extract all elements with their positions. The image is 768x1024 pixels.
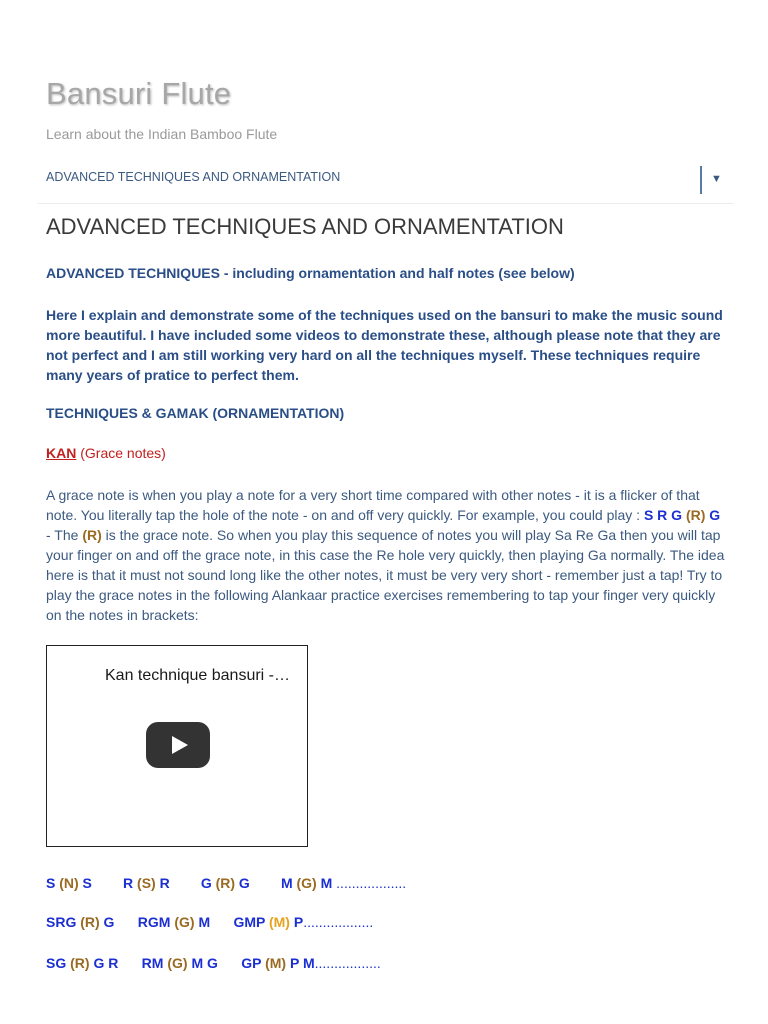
example-notes-2: G — [705, 507, 721, 523]
body-text-part1: A grace note is when you play a note for a very short time compared with other notes - it is a flicker of that note. You literally tap the hole of the note - on and off very quickly. For example, you could play : — [46, 487, 700, 523]
exercise-segment: G R RM — [89, 955, 168, 971]
exercise-segment: (R) — [70, 955, 90, 971]
body-text-part2: - The — [46, 527, 83, 543]
kan-link[interactable]: KAN — [46, 445, 77, 461]
exercise-segment: P M — [286, 955, 315, 971]
play-icon[interactable] — [146, 722, 210, 768]
exercise-segment: G M — [235, 875, 297, 891]
exercise-segment: M — [316, 875, 337, 891]
exercise-segment: G RGM — [99, 914, 175, 930]
nav-item-advanced-techniques[interactable]: ADVANCED TECHNIQUES AND ORNAMENTATION — [46, 170, 341, 184]
example-notes-1: S R G — [643, 507, 686, 523]
exercise-segment: (S) — [137, 875, 156, 891]
exercise-segment: (G) — [296, 875, 317, 891]
grace-note-reference: (R) — [82, 527, 102, 543]
header-divider — [38, 203, 734, 204]
page-title: ADVANCED TECHNIQUES AND ORNAMENTATION — [46, 214, 564, 239]
exercise-segment: P — [289, 914, 304, 930]
exercise-segment: S — [46, 875, 60, 891]
section-heading: TECHNIQUES & GAMAK (ORNAMENTATION) — [46, 405, 345, 421]
exercise-segment: (G) — [174, 914, 195, 930]
exercise-segment: ................. — [314, 955, 381, 971]
page-subtitle: ADVANCED TECHNIQUES - including ornamentation and half notes (see below) — [46, 265, 575, 281]
exercise-segment: (G) — [167, 955, 188, 971]
exercise-segment: (R) — [80, 914, 100, 930]
exercise-row-1 — [46, 875, 406, 891]
site-title[interactable]: Bansuri Flute — [46, 76, 232, 111]
exercise-segment: SG — [46, 955, 71, 971]
video-title[interactable]: Kan technique bansuri -… — [105, 667, 290, 684]
site-description: Learn about the Indian Bamboo Flute — [46, 126, 278, 142]
exercise-segment: S R — [78, 875, 138, 891]
exercise-segment: (N) — [59, 875, 79, 891]
intro-paragraph: Here I explain and demonstrate some of the techniques used on the bansuri to make the music sound more beautiful. I have included some videos to demonstrate these, although please note that they are not perfect and I am still working very hard on all the techniques myself. These techniques require many years of pratice to perfect them. — [46, 307, 723, 383]
kan-heading — [46, 445, 166, 461]
exercise-segment: M GMP — [194, 914, 269, 930]
body-text-part3: is the grace note. So when you play this sequence of notes you will play Sa Re Ga then you will tap your finger on and off the grace note, in this case the Re hole very quickly, then playing Ga normally. The idea here is that it must not sound long like the other notes, it must be very very short - remember just a tap! Try to play the grace notes in the following Alankaar practice exercises remembering to tap your finger very quickly on the notes in brackets: — [46, 527, 725, 623]
exercise-segment: (M) — [265, 955, 287, 971]
example-grace-note: (R) — [685, 507, 706, 523]
exercise-segment: SRG — [46, 914, 81, 930]
exercise-row-3 — [46, 955, 381, 971]
exercise-segment: .................. — [336, 875, 407, 891]
dropdown-arrow-icon[interactable]: ▼ — [711, 173, 722, 185]
exercise-segment: .................. — [303, 914, 374, 930]
exercise-segment: (M) — [268, 914, 290, 930]
grace-note-paragraph — [46, 485, 726, 625]
exercise-segment: M G GP — [187, 955, 266, 971]
video-embed[interactable] — [46, 645, 308, 847]
kan-description: (Grace notes) — [76, 445, 166, 461]
exercise-row-2 — [46, 914, 373, 930]
exercise-segment: (R) — [215, 875, 236, 891]
nav-divider — [700, 166, 702, 194]
exercise-segment: R G — [155, 875, 216, 891]
